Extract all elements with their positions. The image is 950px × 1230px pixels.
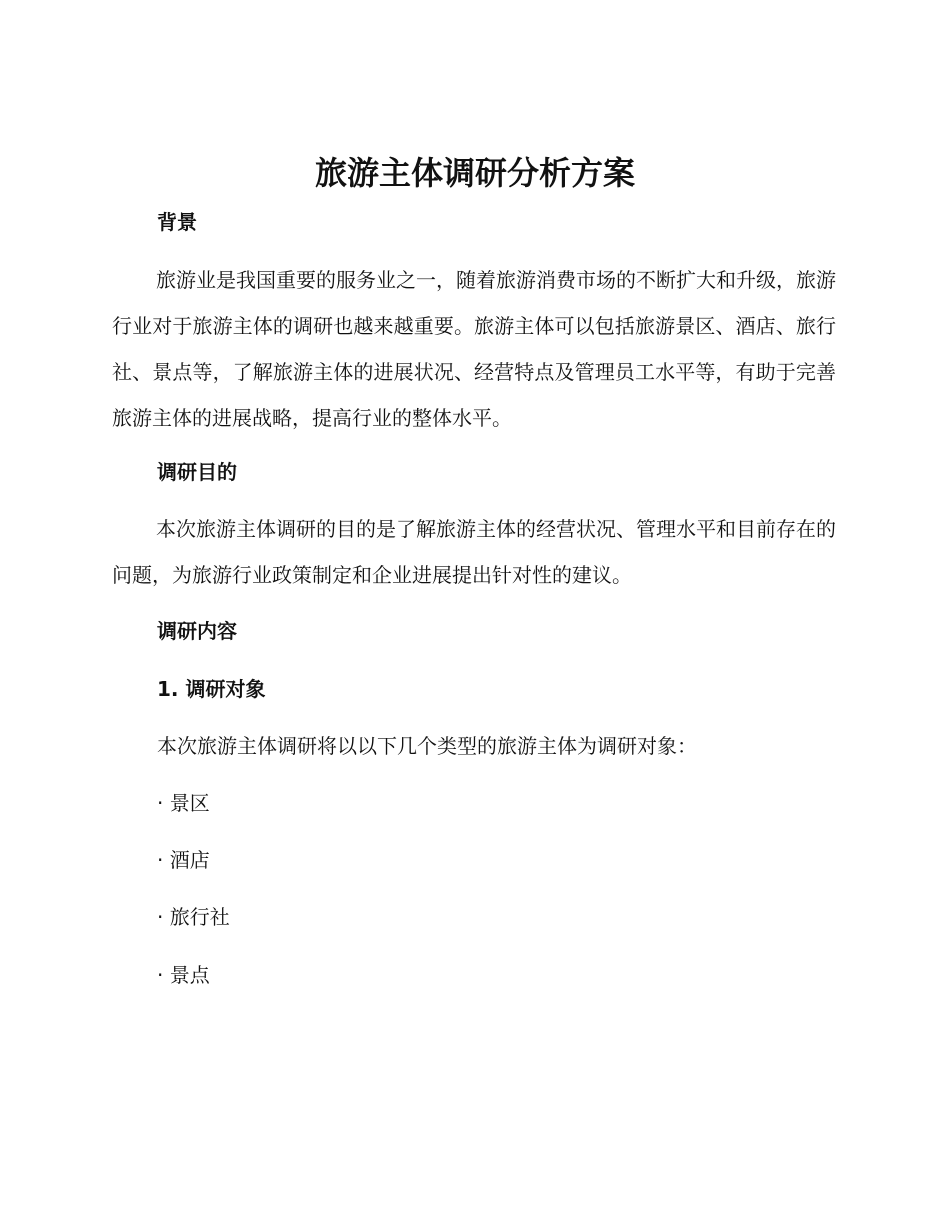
subheading-research-objects: 1. 调研对象	[157, 677, 266, 701]
research-objects-intro: 本次旅游主体调研将以以下几个类型的旅游主体为调研对象：	[157, 734, 697, 758]
document-title: 旅游主体调研分析方案	[314, 154, 635, 192]
list-item: · 酒店	[157, 848, 210, 872]
section-heading-content: 调研内容	[157, 619, 237, 643]
background-paragraph: 旅游业是我国重要的服务业之一，随着旅游消费市场的不断扩大和升级，旅游行业对于旅游主体的调研也越来越重要。旅游主体可以包括旅游景区、酒店、旅行社、景点等，了解旅游主体的进展状况、经营特点及管理员工水平等，有助于完善旅游主体的进展战略，提高行业的整体水平。	[112, 268, 836, 430]
section-heading-background: 背景	[157, 210, 197, 234]
list-item: · 景区	[157, 791, 210, 815]
list-item: · 旅行社	[157, 905, 230, 929]
list-item: · 景点	[157, 963, 210, 987]
purpose-paragraph: 本次旅游主体调研的目的是了解旅游主体的经营状况、管理水平和目前存在的问题，为旅游行业政策制定和企业进展提出针对性的建议。	[112, 517, 836, 587]
section-heading-purpose: 调研目的	[157, 460, 237, 484]
